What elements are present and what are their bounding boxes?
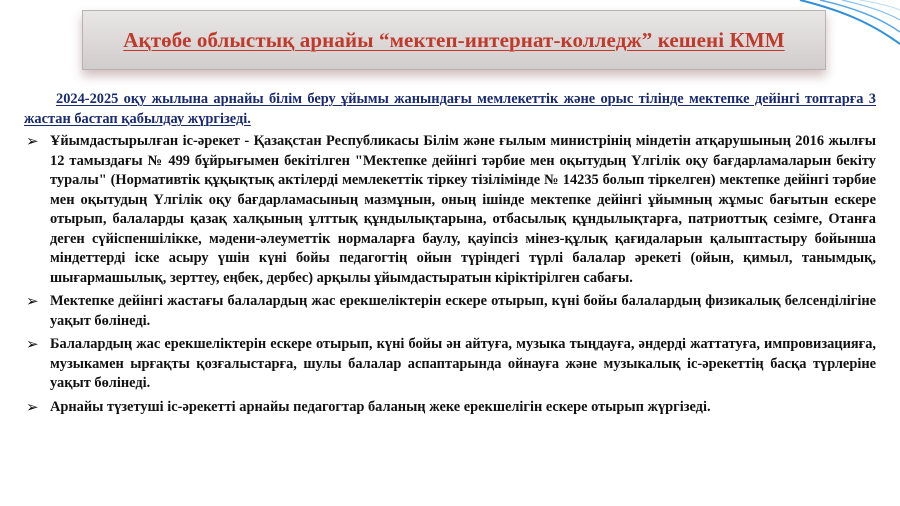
intro-paragraph: 2024-2025 оқу жылына арнайы білім беру ұйымы жанындағы мемлекеттік және орыс тілінде мектепке дейінгі топтарға 3 жастан бастап қабылдау жүргізеді. — [24, 91, 876, 127]
title-banner — [82, 10, 826, 70]
arrowhead-bullet-icon: ➢ — [26, 132, 39, 150]
slide-body — [24, 90, 876, 421]
list-item — [24, 398, 876, 418]
bullet-text: Арнайы түзетуші іс-әрекетті арнайы педагогтар баланың жеке ерекшелігін ескере отырып жүргізеді. — [50, 398, 711, 415]
slide-title: Ақтөбе облыстық арнайы “мектеп-интернат-колледж” кешені КММ — [123, 27, 785, 52]
arrowhead-bullet-icon: ➢ — [26, 335, 39, 353]
list-item — [24, 132, 876, 288]
arrowhead-bullet-icon: ➢ — [26, 292, 39, 310]
bullet-text: Мектепке дейінгі жастағы балалардың жас ерекшеліктерін ескере отырып, күні бойы балалардың физикалық белсенділігіне уақыт бөлінеді. — [50, 293, 876, 329]
bullet-text: Ұйымдастырылған іс-әрекет - Қазақстан Республикасы Білім және ғылым министрінің міндетін атқарушының 2016 жылғы 12 тамыздағы № 499 бұйрығымен бекітілген "Мектепке дейінгі тәрбие мен оқытудың Үлгілік оқу бағдарламаларын бекіту туралы" (Нормативтік құқықтық актілерді мемлекеттік тіркеу тізілімінде № 14235 болып тіркелген) мектепке дейінгі тәрбие мен оқытудың Үлгілік оқу бағдарламасының мазмұнын, оның ішінде мектепке дейінгі ұйымның жұмыс бағытын ескере отырып, балаларды қазақ халқының ұлттық құндылықтарына, отбасылық құндылықтарға, патриоттық сезімге, Отанға деген сүйіспеншілікке, мәдени-әлеуметтік нормаларға баулу, қауіпсіз мінез-құлық қағидаларын қалыптастыру бойынша міндеттерді іске асыру үшін күні бойы педагогтің ойын түріндегі түрлі балалар әрекеті (ойын, қимыл, танымдық, шығармашылық, зерттеу, еңбек, дербес) арқылы ұйымдастыратын кіріктірілген сабағы. — [50, 133, 876, 286]
bullet-text: Балалардың жас ерекшеліктерін ескере отырып, күні бойы ән айтуға, музыка тыңдауға, әндерді жаттатуға, импровизацияға, музыкамен ырғақты қозғалыстарға, шулы балалар аспаптарында ойнауға және музыкалық іс-әрекеттің басқа түрлеріне уақыт бөлінеді. — [50, 336, 876, 391]
list-item — [24, 292, 876, 331]
list-item — [24, 335, 876, 394]
arrowhead-bullet-icon: ➢ — [26, 397, 39, 416]
bullet-list — [24, 132, 876, 417]
